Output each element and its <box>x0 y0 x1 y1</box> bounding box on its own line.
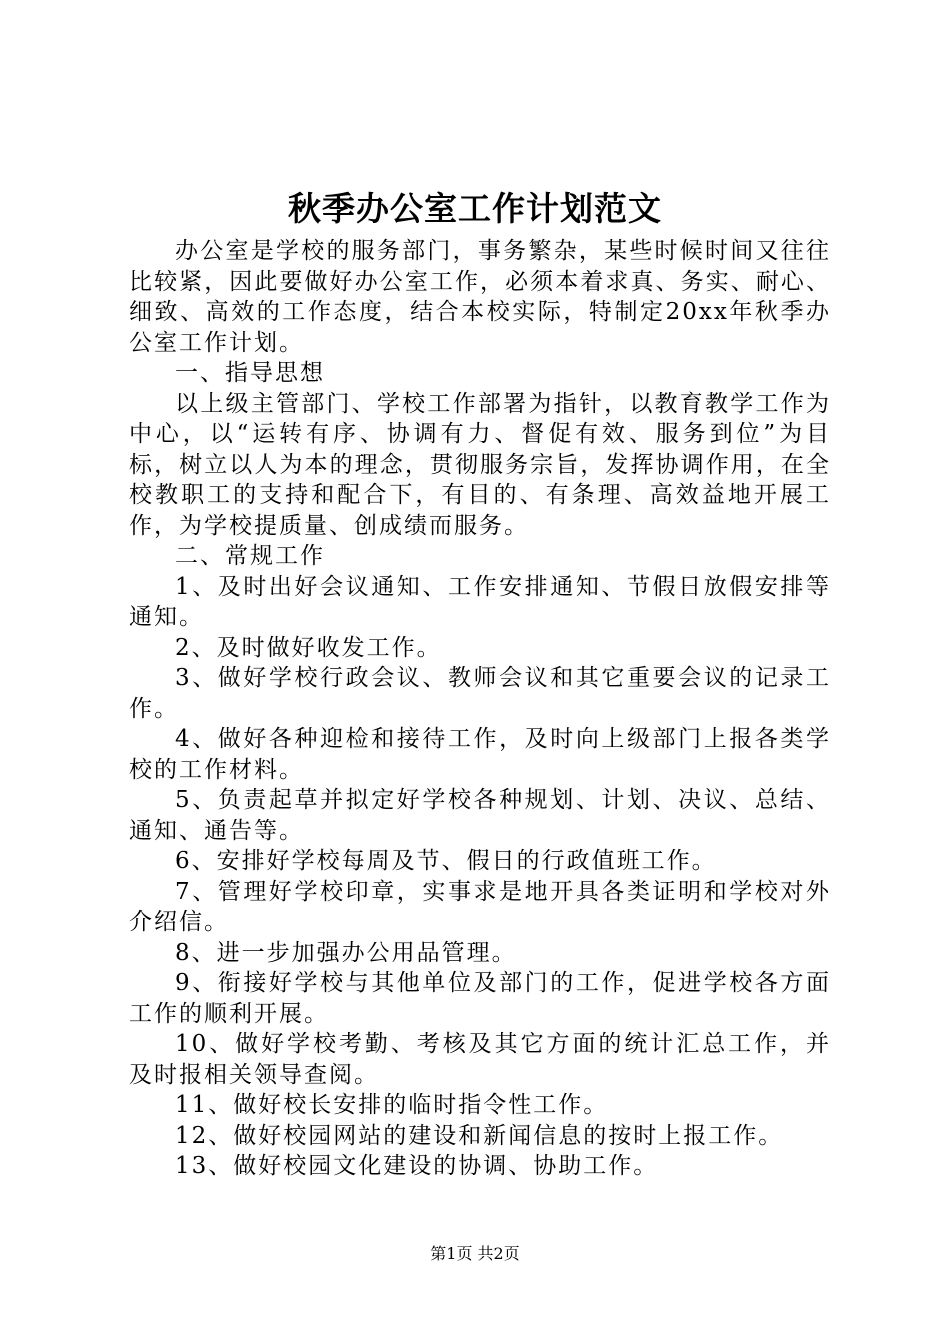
document-body <box>129 236 831 1182</box>
document-title: 秋季办公室工作计划范文 <box>288 189 662 228</box>
list-item: 3、做好学校行政会议、教师会议和其它重要会议的记录工作。 <box>129 665 831 722</box>
list-item: 4、做好各种迎检和接待工作，及时向上级部门上报各类学校的工作材料。 <box>129 726 831 783</box>
list-item: 2、及时做好收发工作。 <box>175 634 442 661</box>
intro-paragraph: 办公室是学校的服务部门，事务繁杂，某些时候时间又往往比较紧，因此要做好办公室工作，必须本着求真、务实、耐心、细致、高效的工作态度，结合本校实际，特制定20xx年秋季办公室工作计划。 <box>129 238 831 356</box>
list-item: 6、安排好学校每周及节、假日的行政值班工作。 <box>175 848 717 874</box>
list-item: 8、进一步加强办公用品管理。 <box>175 939 517 966</box>
page-number-footer: 第1页 共2页 <box>430 1244 520 1263</box>
list-item: 9、衔接好学校与其他单位及部门的工作，促进学校各方面工作的顺利开展。 <box>129 970 831 1027</box>
list-item: 11、做好校长安排的临时指令性工作。 <box>175 1092 609 1118</box>
guiding-thought-paragraph: 以上级主管部门、学校工作部署为指针，以教育教学工作为中心，以“运转有序、协调有力、督促有效、服务到位”为目标，树立以人为本的理念，贯彻服务宗旨，发挥协调作用，在全校教职工的支持和配合下，有目的、有条理、高效益地开展工作，为学校提质量、创成绩而服务。 <box>129 390 831 539</box>
section-heading-guiding-thought: 一、指导思想 <box>175 360 325 386</box>
list-item: 13、做好校园文化建设的协调、协助工作。 <box>175 1153 659 1179</box>
list-item: 12、做好校园网站的建设和新闻信息的按时上报工作。 <box>175 1122 784 1149</box>
list-item: 5、负责起草并拟定好学校各种规划、计划、决议、总结、通知、通告等。 <box>129 787 831 844</box>
list-item: 7、管理好学校印章，实事求是地开具各类证明和学校对外介绍信。 <box>129 878 831 935</box>
section-heading-routine-work: 二、常规工作 <box>175 543 325 569</box>
list-item: 10、做好学校考勤、考核及其它方面的统计汇总工作，并及时报相关领导查阅。 <box>129 1031 831 1088</box>
list-item: 1、及时出好会议通知、工作安排通知、节假日放假安排等通知。 <box>129 573 831 630</box>
